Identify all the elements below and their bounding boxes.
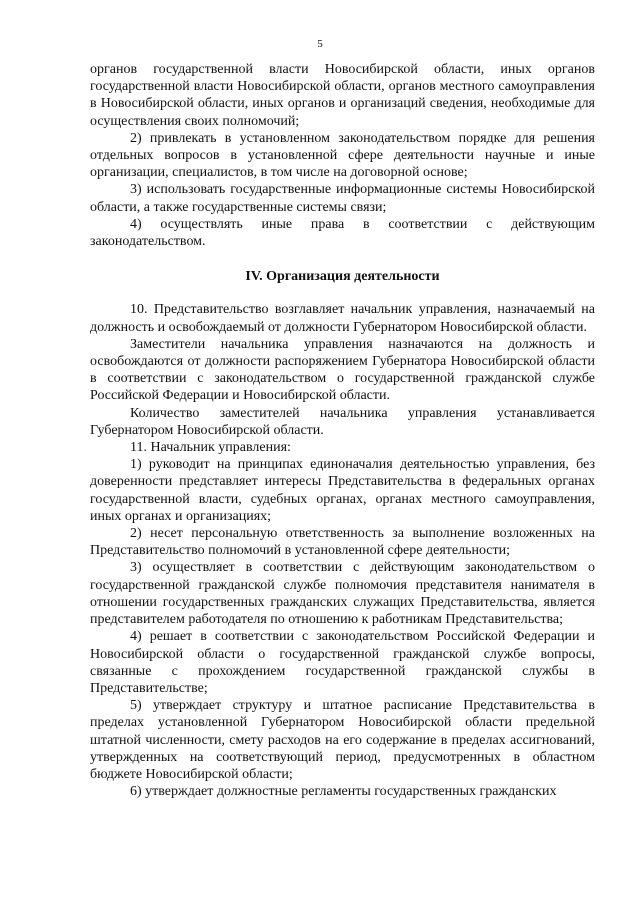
paragraph: 5) утверждает структуру и штатное расписание Представительства в пределах установленной Губернатором Новосибирской области предельной штатной численности, смету расходов на его содержание в пределах ассигнований, утвержденных на соответствующий период, предусмотренных в областном бюджете Новосибирской области; bbox=[90, 698, 595, 782]
paragraph: Количество заместителей начальника управления устанавливается Губернатором Новосибирской области. bbox=[90, 405, 595, 438]
paragraph-continuation: органов государственной власти Новосибирской области, иных органов государственной власти Новосибирской области, органов местного самоуправления в Новосибирской области, иных органов и организаций сведения, необходимые для осуществления своих полномочий; bbox=[90, 62, 595, 129]
paragraph: 4) осуществлять иные права в соответствии с действующим законодательством. bbox=[90, 216, 595, 250]
page-number: 5 bbox=[317, 38, 323, 50]
paragraph: 1) руководит на принципах единоначалия деятельностью управления, без доверенности представляет интересы Представительства в федеральных органах государственной власти, судебных органах, органах местного самоуправления, иных органах и организациях; bbox=[90, 457, 595, 524]
paragraph: 11. Начальник управления: bbox=[130, 440, 291, 456]
paragraph: 4) решает в соответствии с законодательством Российской Федерации и Новосибирской области о государственной гражданской службе вопросы, связанные с прохождением государственной гражданской службы в Представительстве; bbox=[90, 629, 595, 696]
paragraph: 6) утверждает должностные регламенты государственных гражданских bbox=[130, 784, 557, 800]
section-title: IV. Организация деятельности bbox=[245, 269, 440, 285]
paragraph: Заместители начальника управления назначаются на должность и освобождаются от должности распоряжением Губернатора Новосибирской области в соответствии с законодательством о государственной гражданской службе Российской Федерации и Новосибирской области. bbox=[90, 336, 595, 404]
paragraph: 3) осуществляет в соответствии с действующим законодательством о государственной гражданской службе полномочия представителя нанимателя в отношении государственных гражданских служащих Представительства, является представителем работодателя по отношению к работникам Представительства; bbox=[90, 560, 595, 628]
document-body bbox=[90, 61, 595, 800]
paragraph: 3) использовать государственные информационные системы Новосибирской области, а также государственные системы связи; bbox=[90, 182, 595, 215]
paragraph: 2) несет персональную ответственность за выполнение возложенных на Представительство полномочий в установленной сфере деятельности; bbox=[90, 526, 595, 559]
paragraph: 10. Представительство возглавляет начальник управления, назначаемый на должность и освобождаемый от должности Губернатором Новосибирской области. bbox=[90, 302, 595, 335]
paragraph: 2) привлекать в установленном законодательством порядке для решения отдельных вопросов в установленной сфере деятельности научные и иные организации, специалистов, в том числе на договорной основе; bbox=[90, 130, 595, 181]
